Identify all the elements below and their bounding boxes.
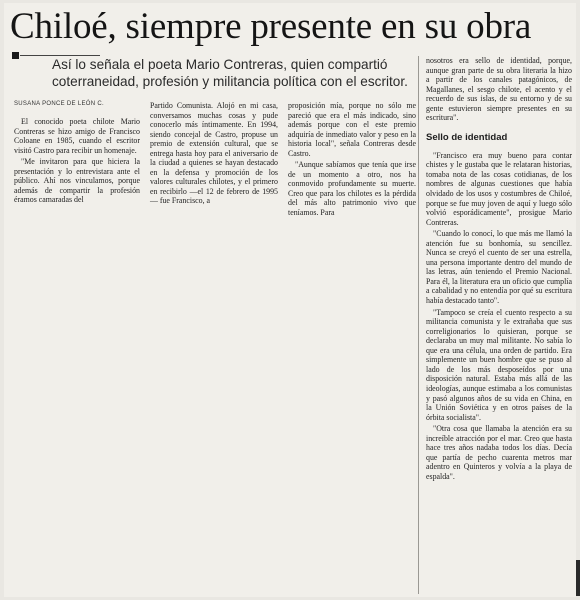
text-column-4 — [426, 56, 572, 481]
article-headline: Chiloé, siempre presente en su obra — [10, 6, 532, 47]
bullet-square-icon — [12, 52, 19, 59]
paragraph: "Otra cosa que llamaba la atención era su increíble atracción por el mar. Creo que hasta hace tres años nadaba todos los días. Decía que partía de pecho cuarenta metros mar adentro en Quinteros y volvía a la playa de espalda". — [426, 424, 572, 481]
paragraph: "Aunque sabíamos que tenía que irse de un momento a otro, nos ha conmovido profundamente su muerte. Creo que para los chilotes es la pérdida del más alto patrimonio vivo que teníamos. Para — [288, 160, 416, 218]
paragraph: Partido Comunista. Alojó en mi casa, conversamos muchas cosas y pude conocerlo más íntimamente. En 1994, siendo concejal de Castro, propuse un premio de extensión cultural, que se entrega hasta hoy para el aniversario de la ciudad a quienes se hayan destacado en la defensa y promoción de los valores culturales chilotes, y el primero en recibirlo —el 12 de febrero de 1995— fue Francisco, a — [150, 101, 278, 206]
text-column-2 — [150, 101, 278, 206]
page-edge-mark — [576, 560, 580, 596]
column-divider — [418, 56, 419, 594]
byline: SUSANA PONCE DE LEÓN C. — [14, 101, 104, 107]
paragraph: "Francisco era muy bueno para contar chistes y le gustaba que le relataran historias, tomaba nota de las cosas cotidianas, de los nombres de algunas cuestiones que había olvidado de los usos y costumbres de Chiloé, porque se fue muy joven de aquí y luego sólo volvió esporádicamente", prosigue Mario Contreras. — [426, 150, 572, 227]
section-subtitle: Sello de identidad — [426, 131, 508, 143]
article-subhead: Así lo señala el poeta Mario Contreras, quien compartió coterraneidad, profesión y militancia política con el escritor. — [52, 57, 408, 89]
paragraph: El conocido poeta chilote Mario Contreras se hizo amigo de Francisco Coloane en 1985, cuando el escritor visitó Castro para recibir un homenaje. — [14, 117, 140, 155]
paragraph: "Cuando lo conocí, lo que más me llamó la atención fue su bonhomía, su sencillez. Nunca se creyó el cuento de ser una estrella, una persona importante dentro del mundo de las letras, aún teniendo el Premio Nacional. Para él, la literatura era un oficio que cumplía a cabalidad y no entendía por qué su escritura había destacado tanto". — [426, 229, 572, 306]
paragraph: "Me invitaron para que hiciera la presentación y lo entrevistara ante el público. Ahí nos vinculamos, porque además de compartir la profesión éramos camaradas del — [14, 157, 140, 205]
paragraph: proposición mía, porque no sólo me pareció que era el más indicado, sino además porque con el este premio adquiría de inmediato valor y peso en la historia local", señala Contreras desde Castro. — [288, 101, 416, 158]
text-column-1 — [14, 117, 140, 205]
paragraph: nosotros era sello de identidad, porque, aunque gran parte de su obra literaria la hizo a partir de los canales patagónicos, de Magallanes, el sesgo chilote, el acento y el recuerdo de sus islas, de su entorno y de su gente estuvieron siempre presentes en su escritura". — [426, 56, 572, 123]
text-column-3 — [288, 101, 416, 218]
paragraph: "Tampoco se creía el cuento respecto a su militancia comunista y le extrañaba que sus correligionarios lo quisieran, porque se declaraba un muy mal militante. No sabía lo que era una célula, una orden de partido. Era simplemente un buen hombre que se puso al lado de los más desposeídos por una disposición natural. Estaba más allá de las ideologías, aunque estimaba a los comunistas y pasó algunos años de su vida en China, en la Unión Soviética y en otros países de la órbita socialista". — [426, 307, 572, 422]
